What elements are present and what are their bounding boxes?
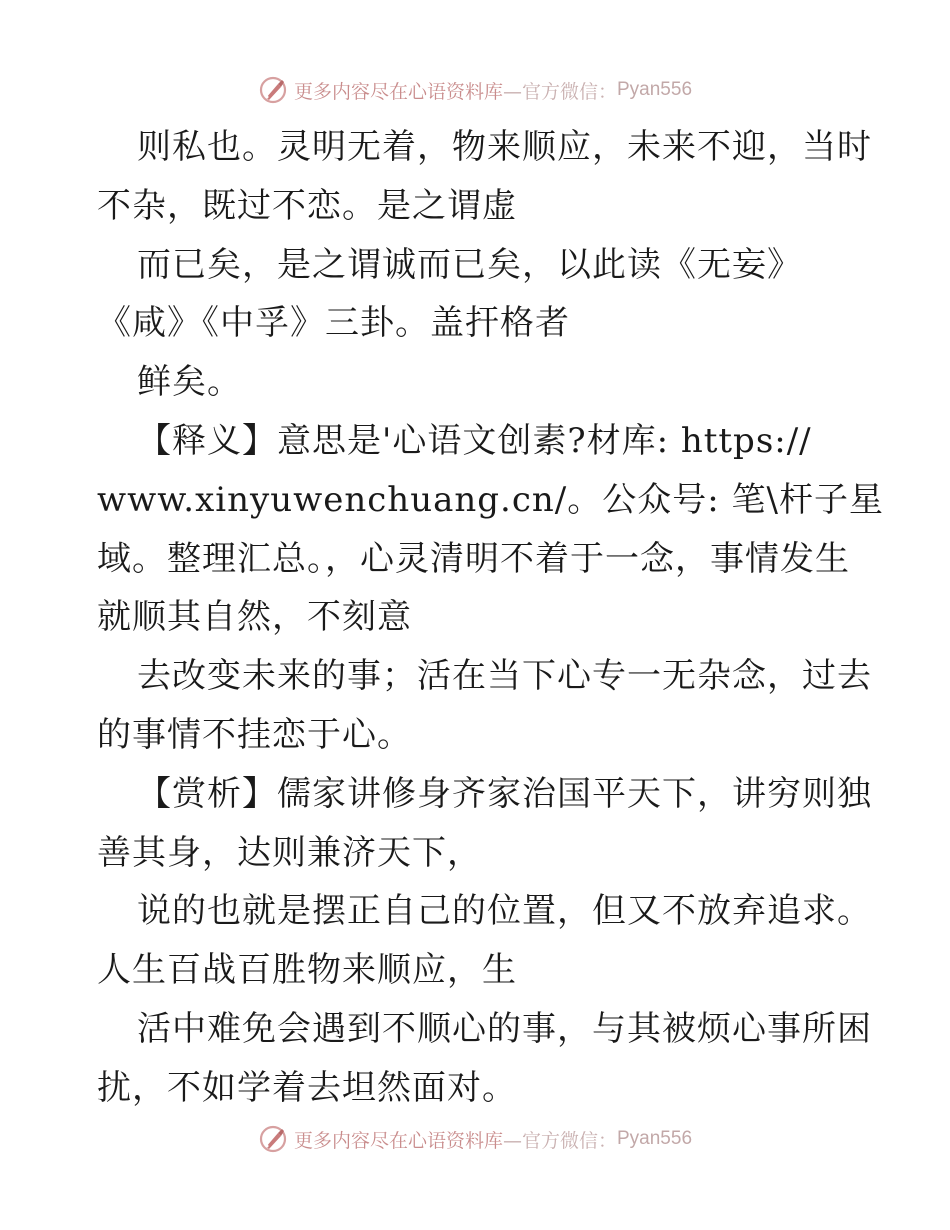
watermark-separator: —官方微信：	[502, 80, 617, 103]
pen-logo-icon	[258, 75, 288, 105]
watermark-text: 更多内容尽在心语资料库	[293, 80, 503, 103]
text-line: 活中难免会遇到不顺心的事，与其被烦心事所困	[137, 1008, 872, 1049]
text-line: 域。整理汇总。，心灵清明不着于一念，事情发生	[97, 538, 850, 579]
text-line: 鲜矣。	[137, 362, 242, 403]
text-line: 的事情不挂恋于心。	[97, 714, 412, 755]
text-line: 【释义】意思是'心语文创素?材库: https://	[137, 420, 812, 461]
text-line: 说的也就是摆正自己的位置，但又不放弃追求。	[137, 891, 872, 932]
text-line: 善其身，达则兼济天下，	[97, 832, 482, 873]
header-watermark	[0, 70, 950, 110]
text-line: 而已矣，是之谓诚而已矣，以此读《无妄》	[137, 244, 802, 285]
footer-watermark	[0, 1119, 950, 1159]
text-line: 人生百战百胜物来顺应，生	[97, 950, 517, 991]
watermark-wechat-id: Pyan556	[617, 79, 693, 100]
watermark-text: 更多内容尽在心语资料库	[293, 1129, 503, 1152]
text-line: 则私也。灵明无着，物来顺应，未来不迎，当时	[137, 127, 872, 167]
pen-logo-icon	[258, 1124, 288, 1154]
watermark-wechat-id: Pyan556	[617, 1128, 693, 1149]
text-line: 去改变未来的事；活在当下心专一无杂念，过去	[137, 656, 872, 697]
text-line: 【赏析】儒家讲修身齐家治国平天下，讲穷则独	[137, 773, 872, 814]
text-line: 不杂，既过不恋。是之谓虚	[97, 185, 517, 226]
text-line: 就顺其自然，不刻意	[97, 597, 412, 638]
document-body	[97, 118, 884, 1118]
text-line: 《咸》《中孚》三卦。盖扞格者	[97, 303, 570, 344]
text-line: 扰，不如学着去坦然面对。	[97, 1067, 517, 1108]
watermark-separator: —官方微信：	[502, 1129, 617, 1152]
text-line: www.xinyuwenchuang.cn/。公众号: 笔\杆子星	[97, 479, 884, 520]
